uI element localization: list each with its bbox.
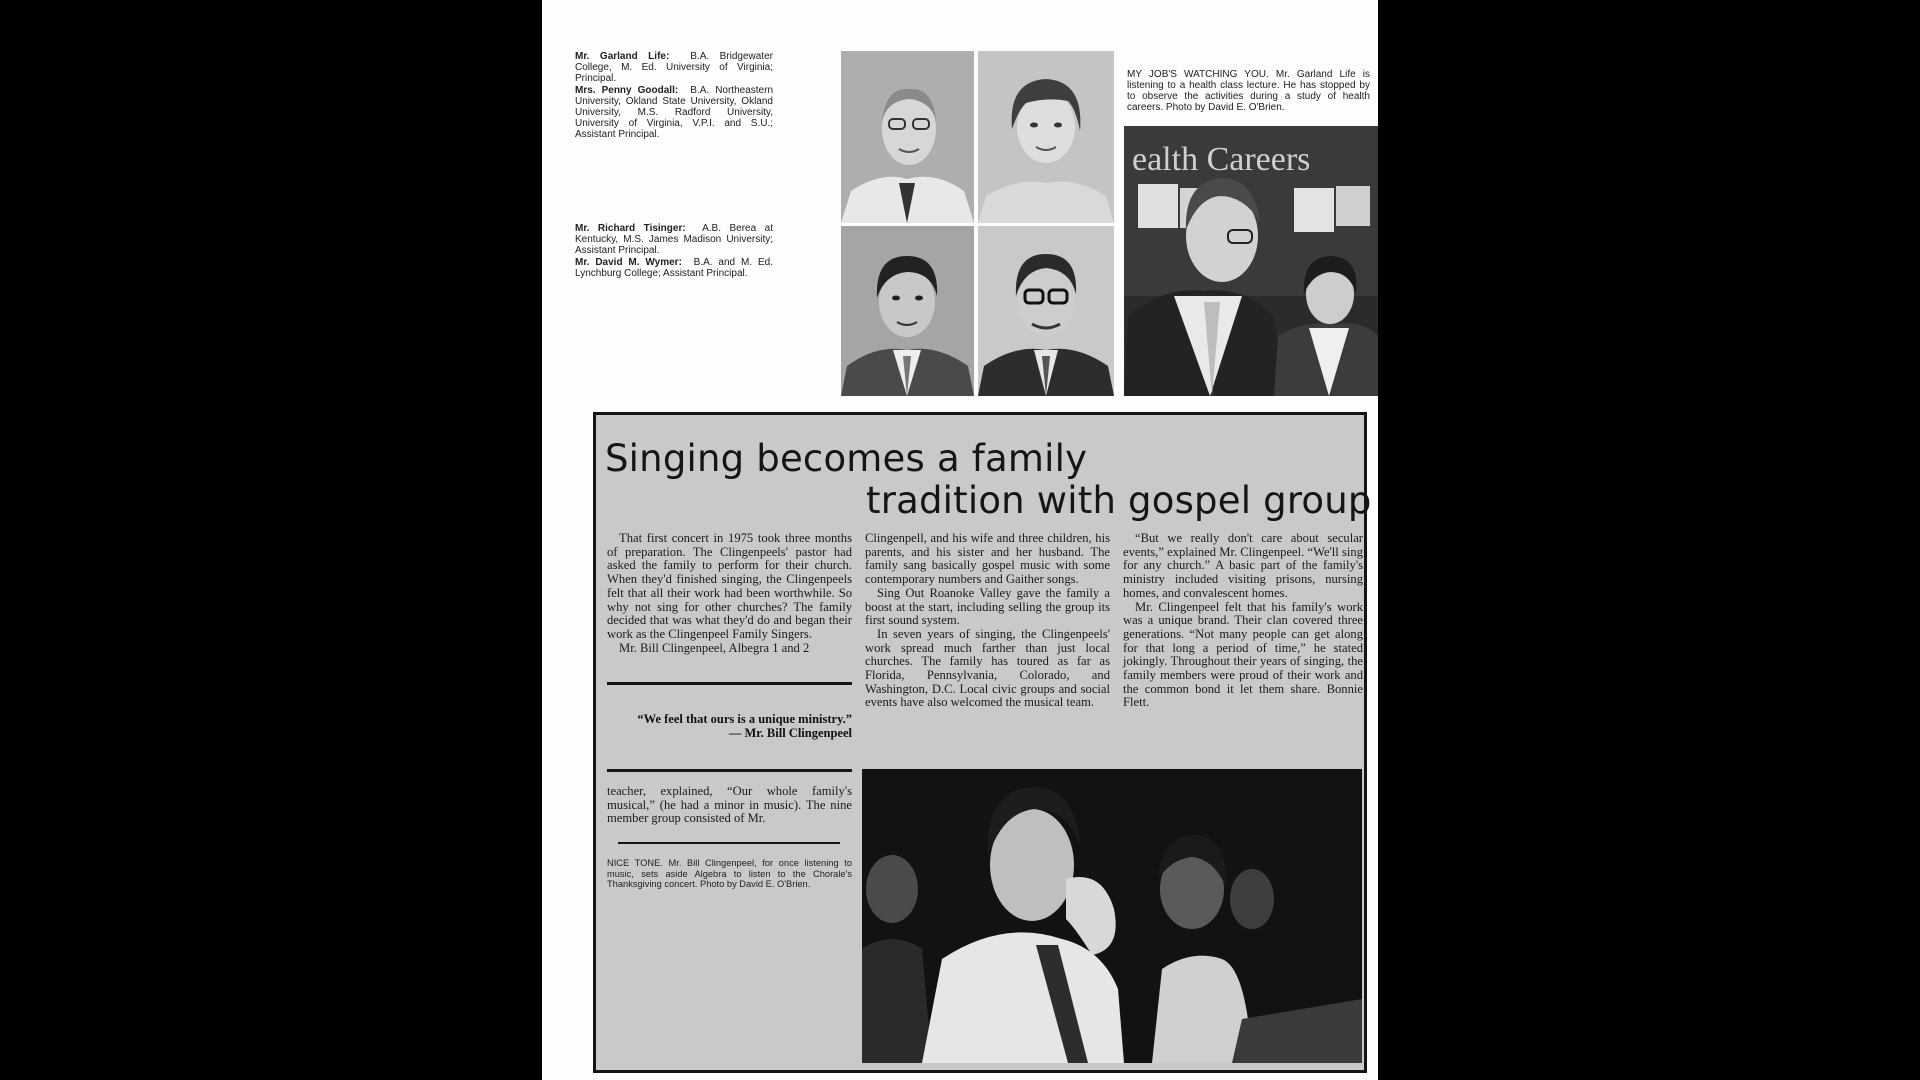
caption-garland-life: Mr. Garland Life: B.A. Bridgewater College, M. Ed. University of Virginia; Principal. [575, 51, 773, 84]
divider-rule [618, 842, 840, 844]
health-class-photo-caption: MY JOB'S WATCHING YOU. Mr. Garland Life is listening to a health class lecture. He has stopped by to observe the activities during a study of health careers. Photo by David E. O'Brien. [1127, 69, 1370, 113]
pull-quote-text: “We feel that ours is a unique ministry.” [637, 712, 852, 726]
portrait-garland-life [841, 51, 974, 223]
col2-paragraph: In seven years of singing, the Clingenpeels' work spread much farther than just local churches. The family has toured as far as Florida, Pennsylvania, Colorado, and Washington, D.C. Local civic groups and social events have also welcomed the musical team. [865, 626, 1110, 710]
headline-line1: Singing becomes a family [605, 437, 1088, 480]
blackboard-text: ealth Careers [1132, 141, 1311, 178]
portrait-david-wymer [978, 226, 1114, 396]
staff-caption-bottom [575, 223, 773, 280]
article-column-3 [1123, 532, 1363, 710]
headline-line2: tradition with gospel group [866, 479, 1372, 522]
col2-paragraph: Clingenpell, and his wife and three children, his parents, and his sister and her husband. The family sang basically gospel music with some contemporary numbers and Gaither songs. [865, 531, 1110, 587]
col2-paragraph: Sing Out Roanoke Valley gave the family a boost at the start, including selling the group its first sound system. [865, 585, 1110, 628]
gospel-group-article [593, 412, 1372, 1073]
col1-paragraph: Mr. Bill Clingenpeel, Albegra 1 and 2 [619, 640, 810, 655]
yearbook-page [542, 0, 1378, 1080]
article-column-1 [607, 532, 852, 655]
caption-richard-tisinger: Mr. Richard Tisinger: A.B. Berea at Kentucky, M.S. James Madison University; Assistant Principal. [575, 223, 773, 256]
portrait-penny-goodall [978, 51, 1114, 223]
concert-photo [862, 769, 1362, 1063]
col3-paragraph: “But we really don't care about secular events,” explained Mr. Clingenpeel. “We'll sing for any church.” A basic part of the family's ministry included visiting prisons, nursing homes, and convalescent homes. [1123, 531, 1363, 600]
article-column-2 [865, 532, 1110, 710]
col1-paragraph: That first concert in 1975 took three months of preparation. The Clingenpeels' pastor had asked the family to perform for their church. When they'd finished singing, the Clingenpeels felt that all their work had been worthwhile. So why not sing for other churches? The family decided that was what they'd do and began their work as the Clingenpeel Family Singers. [607, 531, 852, 641]
pull-quote [607, 712, 852, 740]
col3-paragraph: Mr. Clingenpeel felt that his family's work was a unique brand. Their clan covered three generations. “Not many people can get along for that long a period of time,” he stated jokingly. Throughout their years of singing, the family members were proud of their work and the common bond it let them share. Bonnie Flett. [1123, 599, 1363, 710]
pull-quote-attribution: — Mr. Bill Clingenpeel [728, 726, 852, 740]
caption-david-wymer: Mr. David M. Wymer: B.A. and M. Ed. Lynchburg College; Assistant Principal. [575, 257, 773, 279]
caption-penny-goodall: Mrs. Penny Goodall: B.A. Northeastern University, Okland State University, Okland University, M.S. Radford University, University of Virginia, V.P.I. and S.U.; Assistant Principal. [575, 85, 774, 140]
concert-photo-caption: NICE TONE. Mr. Bill Clingenpeel, for once listening to music, sets aside Algebra to listen to the Chorale's Thanksgiving concert. Photo by David E. O'Brien. [607, 858, 852, 889]
divider-rule [607, 769, 852, 772]
health-class-photo [1124, 126, 1378, 396]
col1-continued [607, 785, 852, 826]
divider-rule [607, 682, 852, 685]
staff-caption-top [575, 51, 773, 141]
portrait-richard-tisinger [841, 226, 974, 396]
col1-continued-paragraph: teacher, explained, “Our whole family's musical,” (he had a minor in music). The nine member group consisted of Mr. [607, 784, 852, 826]
